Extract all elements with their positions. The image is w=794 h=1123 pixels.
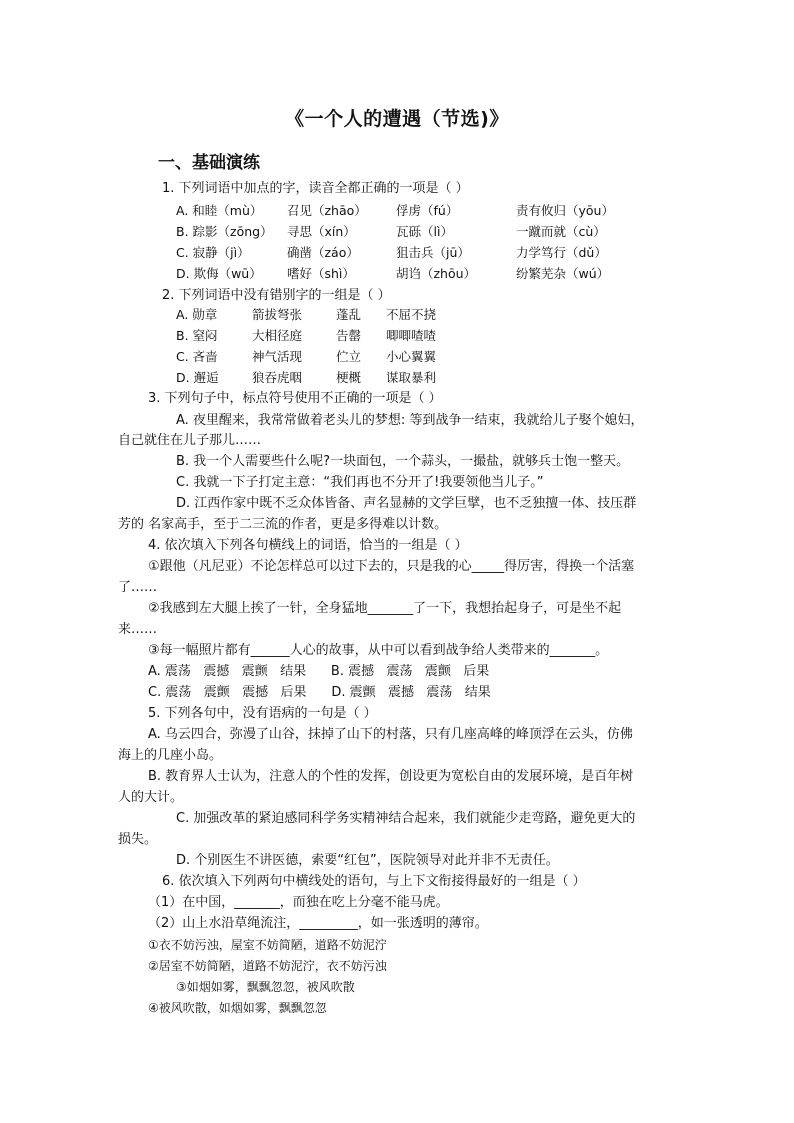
question-5-stem: 5. 下列各句中，没有语病的一句是（ ） bbox=[148, 706, 377, 721]
q2-option: 大相径庭 bbox=[252, 328, 303, 343]
q2-option: 小心翼翼 bbox=[386, 349, 437, 364]
q5-option-d: D. 个别医生不讲医德，索要“红包”，医院领导对此并非不无责任。 bbox=[176, 853, 559, 868]
q4-options-row-2: C. 震荡 震颤 震撼 后果 D. 震颤 震撼 震荡 结果 bbox=[148, 685, 491, 700]
q2-option: 神气活现 bbox=[252, 349, 303, 364]
q2-option: 狼吞虎咽 bbox=[252, 370, 303, 385]
q3-option-a: A. 夜里醒来，我常常做着老头儿的梦想: 等到战争一结束，我就给儿子娶个媳妇， bbox=[176, 413, 644, 428]
q4-options-row-1: A. 震荡 震撼 震颤 结果 B. 震撼 震荡 震颤 后果 bbox=[148, 664, 490, 679]
q1-option: A. 和睦（mù） bbox=[176, 203, 263, 218]
q2-option: B. 窒闷 bbox=[176, 328, 218, 343]
q5-option-a-cont: 海上的几座小岛。 bbox=[118, 748, 223, 763]
q1-option: 召见（zhāo） bbox=[287, 203, 367, 218]
q1-option: 纷繁芜杂（wú） bbox=[516, 266, 610, 281]
q2-option: 箭拔弩张 bbox=[252, 307, 303, 322]
q4-sentence-2-cont: 来…… bbox=[118, 622, 158, 637]
q3-option-a-cont: 自己就住在儿子那儿…… bbox=[118, 433, 262, 448]
q1-option: 狙击兵（jū） bbox=[396, 245, 470, 260]
q1-option: 一蹴而就（cù） bbox=[516, 224, 606, 239]
page-title: 《一个人的遭遇（节选)》 bbox=[285, 108, 509, 130]
q1-option: D. 欺侮（wū） bbox=[176, 266, 262, 281]
q2-option: 伫立 bbox=[336, 349, 362, 364]
question-4-stem: 4. 依次填入下列各句横线上的词语，恰当的一组是（ ） bbox=[148, 538, 468, 553]
q2-option: D. 邂逅 bbox=[176, 370, 219, 385]
q6-sentence-2: （2）山上水沿草绳流注，_________，如一张透明的薄帘。 bbox=[148, 916, 488, 931]
q5-option-b: B. 教育界人士认为，注意人的个性的发挥，创设更为宽松自由的发展环境，是百年树 bbox=[148, 769, 634, 784]
q2-option: 告罄 bbox=[336, 328, 362, 343]
q6-option-1: ①衣不妨污浊，屋室不妨简陋，道路不妨泥泞 bbox=[148, 938, 387, 952]
q1-option: 寻思（xín） bbox=[287, 224, 356, 239]
q2-option: C. 吝啬 bbox=[176, 349, 218, 364]
question-1-stem: 1. 下列词语中加点的字，读音全都正确的一项是（ ） bbox=[162, 181, 469, 196]
q5-option-c: C. 加强改革的紧迫感同科学务实精神结合起来，我们就能少走弯路，避免更大的 bbox=[176, 811, 636, 826]
q4-sentence-1-cont: 了…… bbox=[118, 580, 158, 595]
q3-option-d-cont: 芳的 名家高手，至于二三流的作者，更是多得难以计数。 bbox=[118, 517, 448, 532]
section-heading: 一、基础演练 bbox=[158, 153, 260, 173]
q3-option-b: B. 我一个人需要些什么呢?一块面包，一个蒜头，一撮盐，就够兵士饱一整天。 bbox=[176, 454, 630, 469]
q1-option: 俘虏（fú） bbox=[396, 203, 459, 218]
q4-sentence-2: ②我感到左大腿上挨了一针，全身猛地_______了一下，我想抬起身子，可是坐不起 bbox=[148, 601, 622, 616]
q4-sentence-3: ③每一幅照片都有______人心的故事，从中可以看到战争给人类带来的_______。 bbox=[148, 643, 609, 658]
q2-option: A. 勋章 bbox=[176, 307, 218, 322]
q2-option: 谋取暴利 bbox=[386, 370, 437, 385]
q1-option: 力学笃行（dǔ） bbox=[516, 245, 607, 260]
q2-option: 唧唧喳喳 bbox=[386, 328, 437, 343]
q1-option: 瓦砾（lì） bbox=[396, 224, 453, 239]
question-6-stem: 6. 依次填入下列两句中横线处的语句，与上下文衔接得最好的一组是（ ） bbox=[162, 874, 586, 889]
q1-option: 嗜好（shì） bbox=[287, 266, 355, 281]
q5-option-b-cont: 人的大计。 bbox=[118, 790, 184, 805]
q5-option-c-cont: 损失。 bbox=[118, 832, 158, 847]
q2-option: 梗概 bbox=[336, 370, 362, 385]
q2-option: 不屈不挠 bbox=[386, 307, 437, 322]
q6-option-4: ④被风吹散，如烟如雾，飘飘忽忽 bbox=[148, 1001, 327, 1015]
q3-option-c: C. 我就一下子打定主意：“我们再也不分开了!我要领他当儿子。” bbox=[176, 475, 544, 490]
q1-option: 确凿（záo） bbox=[287, 245, 359, 260]
question-3-stem: 3. 下列句子中，标点符号使用不正确的一项是（ ） bbox=[148, 391, 442, 406]
q1-option: 责有攸归（yōu） bbox=[516, 203, 614, 218]
q5-option-a: A. 乌云四合，弥漫了山谷，抹掉了山下的村落，只有几座高峰的峰顶浮在云头，仿佛 bbox=[148, 727, 633, 742]
q4-sentence-1: ①跟他（凡尼亚）不论怎样总可以过下去的，只是我的心_____得厉害，得换一个活塞 bbox=[148, 559, 635, 574]
q6-option-2: ②居室不妨简陋，道路不妨泥泞，衣不妨污浊 bbox=[148, 959, 387, 973]
q1-option: B. 踪影（zōng） bbox=[176, 224, 273, 239]
q2-option: 蓬乱 bbox=[336, 307, 362, 322]
q1-option: 胡诌（zhōu） bbox=[396, 266, 477, 281]
q1-option: C. 寂静（jì） bbox=[176, 245, 250, 260]
q3-option-d: D. 江西作家中既不乏众体皆备、声名显赫的文学巨擘，也不乏独擅一体、技压群 bbox=[176, 496, 637, 511]
q6-sentence-1: （1）在中国，_______，而独在吃上分毫不能马虎。 bbox=[148, 895, 449, 910]
q6-option-3: ③如烟如雾，飘飘忽忽，被风吹散 bbox=[176, 980, 355, 994]
question-2-stem: 2. 下列词语中没有错别字的一组是（ ） bbox=[162, 288, 391, 303]
